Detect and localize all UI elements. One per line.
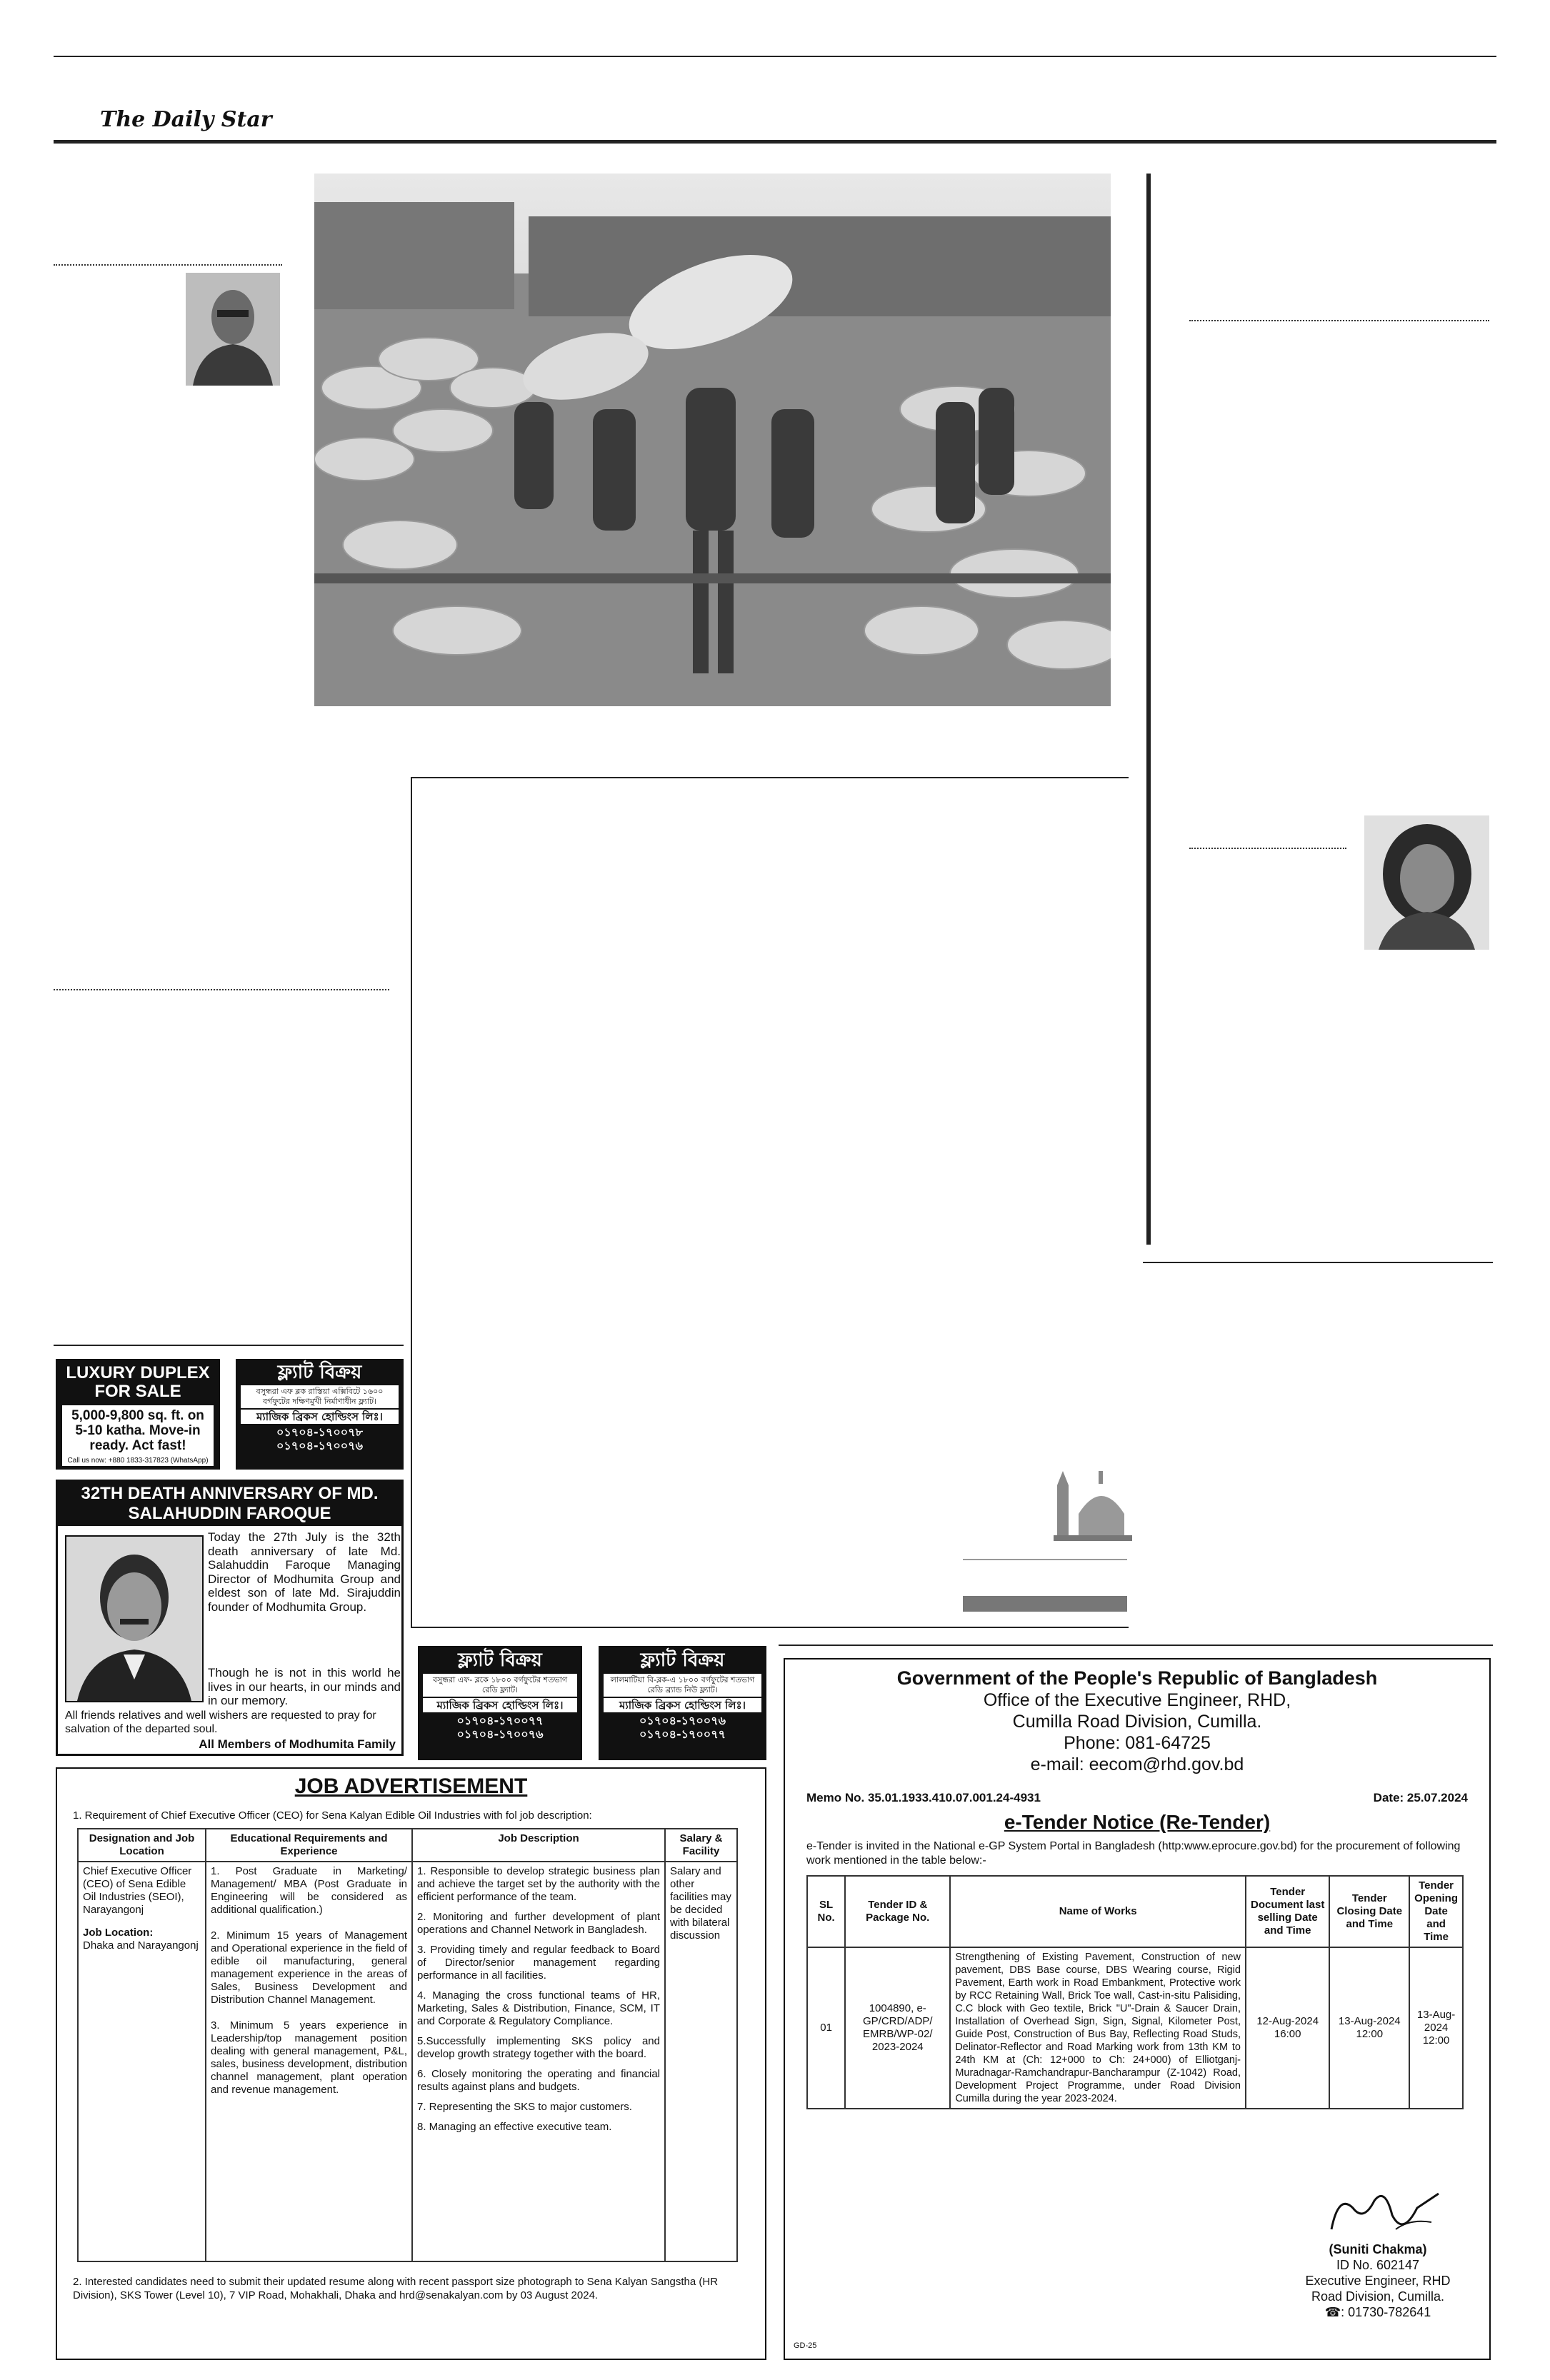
job-duty-1: 1. Responsible to develop strategic business plan and achieve the target set by the authority with the efficient performance of the team.: [417, 1865, 660, 1903]
job-table-header: [78, 1829, 737, 1862]
tender-gd: GD-25: [794, 2341, 817, 2350]
tender-table-row: [807, 1947, 1463, 2109]
job-intro: 1. Requirement of Chief Executive Officer (CEO) for Sena Kalyan Edible Oil Industries with fol job description:: [73, 1809, 592, 1822]
job-header-salary: Salary & Facility: [665, 1829, 737, 1862]
mosque-bar: [963, 1596, 1127, 1612]
center-frame-top: [411, 777, 1129, 778]
flat2-phone-1: ০১৭০৪-১৭০০৭৭: [456, 1714, 544, 1727]
tender-memo-row: [806, 1791, 1468, 1805]
job-duty-2: 2. Monitoring and further development of plant operations and Channel Network in Bangladesh.: [417, 1911, 660, 1936]
right-divider-2: [1189, 848, 1346, 849]
flat2-phone-2: ০১৭০৪-১৭০০৭৬: [456, 1727, 544, 1741]
job-header-education: Educational Requirements and Experience: [206, 1829, 412, 1862]
anniversary-heading: 32TH DEATH ANNIVERSARY OF MD. SALAHUDDIN FAROQUE: [58, 1482, 401, 1526]
ads-top-rule: [54, 1345, 404, 1346]
mosque-icon: [1050, 1464, 1132, 1550]
right-column-vertical-rule: [1146, 174, 1151, 1245]
job-education-2: 2. Minimum 15 years of Management and Operational experience in the field of edible oil manufacturing, general management experience in the areas of Sales, Business Development and Distribution Channel Management.: [211, 1929, 407, 2006]
flat1-phone-1: ০১৭০৪-১৭০০৭৮: [276, 1425, 363, 1439]
anniversary-paragraph-2: Though he is not in this world he lives in our hearts, in our minds and in our memory.: [208, 1666, 401, 1707]
tender-cell-closing: 13-Aug-2024 12:00: [1329, 1947, 1409, 2109]
death-anniversary-notice: [56, 1480, 404, 1756]
luxury-title: LUXURY DUPLEX FOR SALE: [66, 1363, 210, 1401]
job-title: JOB ADVERTISEMENT: [294, 1774, 528, 1798]
job-cell-designation: [78, 1862, 206, 2261]
job-footer: 2. Interested candidates need to submit their updated resume along with recent passport size photograph to Sena Kalyan Sangstha (HR Division), SKS Tower (Level 10), 7 VIP Road, Mohakhali, Dhaka and hrd@senakalyan.com by 03 August 2024.: [73, 2276, 719, 2301]
tender-memo: Memo No. 35.01.1933.410.07.001.24-4931: [806, 1791, 1041, 1804]
tender-cell-selling: 12-Aug-2024 16:00: [1246, 1947, 1329, 2109]
job-table: [77, 1828, 738, 2262]
flat1-body: বসুন্ধরা এফ ব্লক রাস্তিয়া এক্সিবিটে ১৬০০ বর্গফুটের দক্ষিণমুখী নির্মাণাধীন ফ্ল্যাট।: [241, 1385, 399, 1408]
tender-notice: [784, 1658, 1491, 2360]
flat2-body: বসুন্ধরা এফ- ব্লকে ১৮০০ বর্গফুটের শতভাগ রেডি ফ্ল্যাট।: [423, 1674, 577, 1697]
job-designation: Chief Executive Officer (CEO) of Sena Edible Oil Industries (SEOI), Narayangonj: [83, 1865, 192, 1916]
flat1-company: ম্যাজিক ব্রিকস হোল্ডিংস লিঃ।: [241, 1410, 399, 1424]
job-duty-5: 5.Successfully implementing SKS policy and develop growth strategy together with the board.: [417, 2035, 660, 2060]
job-advertisement: [56, 1767, 766, 2360]
right-bottom-rule: [1143, 1262, 1493, 1263]
signature-mark: [1324, 2179, 1453, 2244]
tender-header-selling: Tender Document last selling Date and Time: [1246, 1876, 1329, 1947]
job-location: Dhaka and Narayangonj: [83, 1939, 199, 1952]
tender-cell-opening: 13-Aug-2024 12:00: [1409, 1947, 1463, 2109]
job-education-3: 3. Minimum 5 years experience in Leadership/top management position dealing with general management, P&L, sales, business development, distribution channel management, plant operation and revenue management.: [211, 2019, 407, 2096]
main-news-photo: [314, 174, 1111, 706]
tender-gov: Government of the People's Republic of Bangladesh: [896, 1667, 1378, 1689]
columnist-photo-right: [1364, 815, 1489, 950]
tender-signer-title: Executive Engineer, RHD: [1305, 2274, 1451, 2288]
center-frame-bottom: [411, 1627, 1129, 1628]
luxury-duplex-ad: [56, 1359, 220, 1470]
tender-division: Cumilla Road Division, Cumilla.: [1012, 1712, 1262, 1732]
luxury-body: 5,000-9,800 sq. ft. on 5-10 katha. Move-in ready. Act fast!: [62, 1405, 214, 1456]
job-duty-6: 6. Closely monitoring the operating and financial results against plans and budgets.: [417, 2068, 660, 2093]
anniversary-signoff: All Members of Modhumita Family: [199, 1737, 396, 1751]
flat2-title: ফ্ল্যাট বিক্রয়: [458, 1650, 542, 1671]
job-education-1: 1. Post Graduate in Marketing/ Management/ MBA (Post Graduate in Engineering will be considered as additional qualification.): [211, 1865, 407, 1916]
job-cell-education: [206, 1862, 412, 2261]
flat3-phone-2: ০১৭০৪-১৭০০৭৭: [639, 1727, 726, 1741]
tender-signer-office: Road Division, Cumilla.: [1311, 2289, 1445, 2304]
flat3-title: ফ্ল্যাট বিক্রয়: [640, 1650, 725, 1671]
job-table-row: [78, 1862, 737, 2261]
flat3-phone-1: ০১৭০৪-১৭০০৭৬: [639, 1714, 726, 1727]
tender-date: Date: 25.07.2024: [1373, 1791, 1468, 1804]
luxury-contact: Call us now: +880 1833-317823 (WhatsApp): [62, 1456, 214, 1466]
flat2-company: ম্যাজিক ব্রিকস হোল্ডিংস লিঃ।: [423, 1698, 577, 1712]
tender-cell-sl: 01: [807, 1947, 845, 2109]
tender-signer-id: ID No. 602147: [1336, 2258, 1420, 2272]
tender-intro: e-Tender is invited in the National e-GP System Portal in Bangladesh (http:www.eprocure.gov.bd) for the procurement of following work mentioned in the table below:-: [806, 1840, 1461, 1867]
flat-sale-ad-2: [418, 1646, 582, 1760]
anniversary-portrait: [65, 1535, 204, 1702]
tender-title: e-Tender Notice (Re-Tender): [1004, 1811, 1271, 1833]
job-duty-4: 4. Managing the cross functional teams of HR, Marketing, Sales & Distribution, Finance, SCM, IT and Corporate & Regulatory Compliance.: [417, 1989, 660, 2027]
tender-header-closing: Tender Closing Date and Time: [1329, 1876, 1409, 1947]
right-divider-1: [1189, 320, 1489, 321]
masthead: The Daily Star: [100, 107, 272, 132]
flat3-company: ম্যাজিক ব্রিকস হোল্ডিংস লিঃ।: [604, 1698, 761, 1712]
center-frame-left: [411, 777, 412, 1627]
flat-sale-ad-1: [236, 1359, 404, 1470]
tender-top-rule: [779, 1645, 1493, 1646]
tender-signer-phone: ☎: 01730-782641: [1324, 2305, 1431, 2319]
anniversary-paragraph-3: All friends relatives and well wishers are requested to pray for salvation of the departed soul.: [65, 1709, 376, 1735]
tender-office: Office of the Executive Engineer, RHD,: [983, 1690, 1291, 1710]
flat3-body: লালমাটিয়া বি-ব্লক-এ ১৮০০ বর্গফুটের শতভাগ রেডি ব্র্যান্ড নিউ ফ্ল্যাট।: [604, 1674, 761, 1697]
tender-phone: Phone: 081-64725: [1064, 1733, 1211, 1753]
flat-sale-ad-3: [599, 1646, 766, 1760]
job-title-wrap: [57, 1774, 765, 1799]
tender-cell-id: 1004890, e-GP/CRD/ADP/ EMRB/WP-02/ 2023-2024: [845, 1947, 950, 2109]
job-duty-3: 3. Providing timely and regular feedback to Board of Director/senior management regarding performance in all facilities.: [417, 1944, 660, 1982]
job-cell-salary: [665, 1862, 737, 2261]
columnist-photo-left: [186, 273, 280, 386]
left-divider-2: [54, 989, 389, 990]
tender-signature-block: [1285, 2241, 1471, 2320]
job-cell-description: [412, 1862, 665, 2261]
tender-signer: (Suniti Chakma): [1329, 2242, 1427, 2256]
tender-table: [806, 1875, 1464, 2109]
tender-table-header: [807, 1876, 1463, 1947]
job-header-designation: Designation and Job Location: [78, 1829, 206, 1862]
top-rule: [54, 56, 1496, 57]
tender-header-id: Tender ID & Package No.: [845, 1876, 950, 1947]
job-duty-8: 8. Managing an effective executive team.: [417, 2121, 612, 2133]
flat1-phone-2: ০১৭০৪-১৭০০৭৬: [276, 1439, 363, 1452]
tender-header-sl: SL No.: [807, 1876, 845, 1947]
tender-header-works: Name of Works: [950, 1876, 1246, 1947]
job-salary: Salary and other facilities may be decided with bilateral discussion: [670, 1865, 731, 1942]
job-header-description: Job Description: [412, 1829, 665, 1862]
mosque-rule: [963, 1559, 1127, 1560]
tender-title-wrap: [785, 1811, 1489, 1834]
job-location-label: Job Location:: [83, 1927, 154, 1939]
flat1-title: ফ্ল্যাট বিক্রয়: [277, 1362, 362, 1383]
tender-cell-works: Strengthening of Existing Pavement, Construction of new pavement, DBS Base course, DBS Wearing course, Rigid Pavement, Earth work in Road Embankment, Protective work by RCC Retaining Wall, Brick Toe wall, Cast-in-situ Palisiding, C.C block with Geo textile, Brick "U"-Drain & Saucer Drain, Installation of Overhead Sign, Sign, Signal, Kilometer Post, Guide Post, Construction of Bus Bay, Reflecting Road Studs, Delinator-Reflector and Road Marking work from 13th KM to 24th KM at (Ch: 12+000 to Ch: 24+000) of Elliotganj-Muradnagar-Ramchandrapur-Bancharampur (Z-1042) Road, Development Project Programme, under Road Division Cumilla during the year 2023-2024.: [950, 1947, 1246, 2109]
left-divider-1: [54, 264, 282, 266]
tender-email: e-mail: eecom@rhd.gov.bd: [1030, 1754, 1244, 1774]
anniversary-paragraph-1: Today the 27th July is the 32th death anniversary of late Md. Salahuddin Faroque Managing Director of Modhumita Group and eldest son of late Md. Sirajuddin founder of Modhumita Group.: [208, 1530, 401, 1614]
masthead-rule: [54, 140, 1496, 144]
job-duty-7: 7. Representing the SKS to major customers.: [417, 2101, 632, 2113]
tender-header-opening: Tender Opening Date and Time: [1409, 1876, 1463, 1947]
